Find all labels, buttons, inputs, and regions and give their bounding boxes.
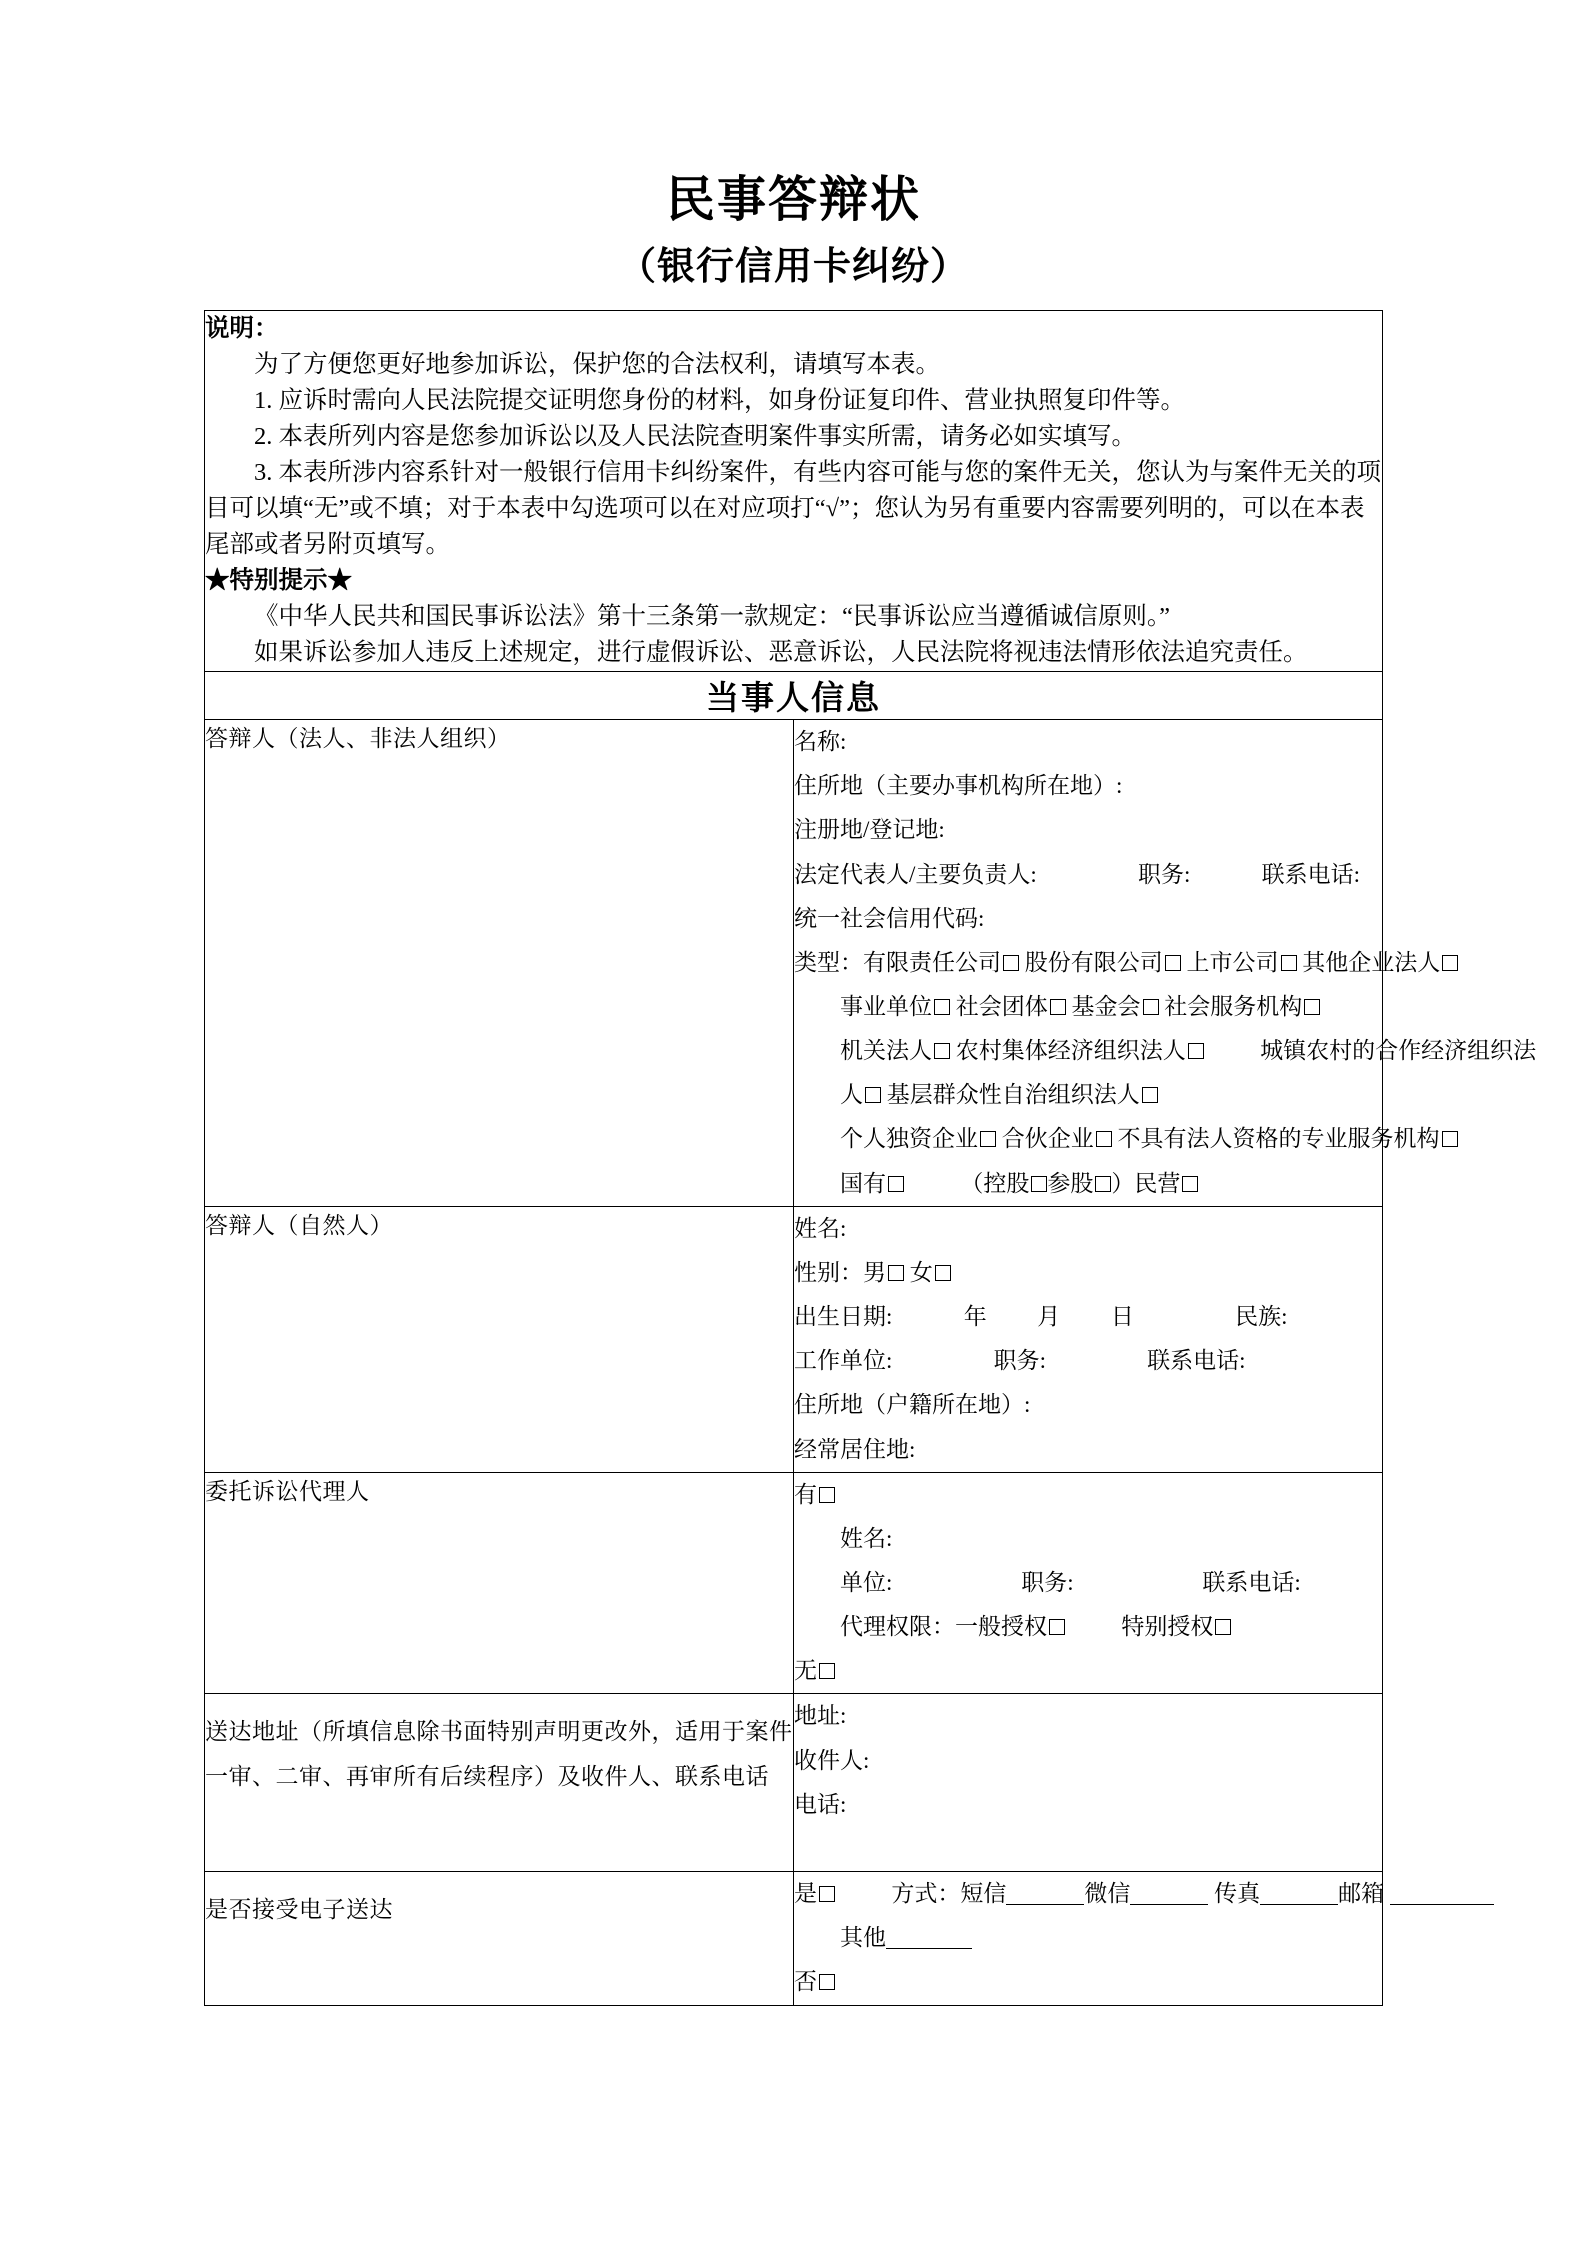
entity-type-option-llc: 有限责任公司	[863, 949, 1001, 975]
special-tip-line-2: 如果诉讼参加人违反上述规定，进行虚假诉讼、恶意诉讼，人民法院将视违法情形依法追究责任。	[254, 639, 1308, 667]
agent-has-line	[794, 1473, 1382, 1517]
field-legal-position: 职务:	[1137, 861, 1191, 887]
notes-item-2: 2. 本表所列内容是您参加诉讼以及人民法院查明案件事实所需，请务必如实填写。	[254, 423, 1136, 451]
checkbox-grassroots-autonomous[interactable]	[1142, 1087, 1158, 1103]
notes-item-1: 1. 应诉时需向人民法院提交证明您身份的材料，如身份证复印件、营业执照复印件等。	[254, 387, 1185, 415]
agent-authority-special-label: 特别授权	[1121, 1614, 1214, 1640]
notes-row	[205, 311, 1383, 672]
field-person-birth-line	[794, 1295, 1382, 1339]
notes-heading: 说明：	[205, 315, 279, 343]
checkbox-non-legal-professional[interactable]	[1442, 1131, 1458, 1147]
electronic-method-label: 方式：	[891, 1881, 961, 1907]
entity-type-option-urban-rural-coop-part2: 人	[840, 1082, 863, 1108]
fields-service-address	[794, 1694, 1383, 1872]
entity-ownership-holding: （控股	[960, 1170, 1030, 1196]
electronic-method-sms-label: 短信	[960, 1881, 1007, 1907]
checkbox-authority-general[interactable]	[1049, 1619, 1065, 1635]
entity-type-line-6	[794, 1162, 1382, 1206]
entity-type-option-non-legal-professional: 不具有法人资格的专业服务机构	[1117, 1126, 1440, 1152]
checkbox-electronic-no[interactable]	[819, 1974, 835, 1990]
field-person-position: 职务:	[993, 1348, 1046, 1374]
entity-type-label: 类型：	[794, 949, 863, 975]
checkbox-agent-none[interactable]	[819, 1663, 835, 1679]
label-agent: 委托诉讼代理人	[205, 1472, 794, 1694]
checkbox-agent-has[interactable]	[819, 1487, 835, 1503]
agent-authority-general-label: 一般授权	[955, 1614, 1047, 1640]
special-tip-line-1: 《中华人民共和国民事诉讼法》第十三条第一款规定：“民事诉讼应当遵循诚信原则。”	[254, 603, 1170, 631]
field-person-ethnicity: 民族:	[1235, 1304, 1288, 1330]
field-person-habitual-residence: 经常居住地:	[794, 1436, 916, 1462]
electronic-service-yes-line	[794, 1872, 1385, 1916]
field-person-domicile: 住所地（户籍所在地）:	[794, 1392, 1031, 1418]
field-legal-domicile: 住所地（主要办事机构所在地）:	[794, 773, 1123, 799]
electronic-service-no-line	[794, 1960, 1382, 2004]
input-fax[interactable]	[1260, 1904, 1338, 1905]
checkbox-jsc[interactable]	[1165, 955, 1181, 971]
checkbox-controlling-stake[interactable]	[1031, 1176, 1047, 1192]
fields-respondent-natural	[794, 1206, 1383, 1472]
unit-month: 月	[1037, 1304, 1061, 1330]
field-service-phone: 电话:	[794, 1791, 847, 1817]
fields-agent	[794, 1472, 1383, 1694]
page-subtitle: （银行信用卡纠纷）	[617, 246, 969, 289]
row-respondent-natural	[205, 1206, 1383, 1472]
entity-type-option-state-organ: 机关法人	[840, 1038, 932, 1064]
service-address-spacer	[794, 1827, 1382, 1871]
field-agent-name: 姓名:	[840, 1525, 893, 1551]
field-agent-phone: 联系电话:	[1202, 1570, 1301, 1595]
birth-date-label: 出生日期:	[794, 1304, 893, 1330]
input-sms[interactable]	[1006, 1904, 1084, 1905]
gender-female-label: 女	[909, 1259, 933, 1285]
entity-type-line-2	[794, 985, 1382, 1029]
unit-year: 年	[963, 1304, 987, 1330]
label-service-address: 送达地址（所填信息除书面特别声明更改外，适用于案件一审、二审、再审所有后续程序）及收件人、联系电话	[205, 1694, 794, 1872]
checkbox-electronic-yes[interactable]	[819, 1886, 835, 1902]
electronic-method-email-label: 邮箱	[1338, 1881, 1385, 1907]
checkbox-public-institution[interactable]	[934, 999, 950, 1015]
checkbox-foundation[interactable]	[1143, 999, 1159, 1015]
agent-authority-line	[794, 1605, 1382, 1649]
field-service-recipient: 收件人:	[794, 1747, 870, 1773]
agent-authority-label: 代理权限：	[840, 1614, 955, 1640]
field-legal-credit-code: 统一社会信用代码:	[794, 905, 985, 931]
input-email[interactable]	[1390, 1904, 1494, 1905]
fields-electronic-service	[794, 1872, 1383, 2005]
field-legal-registration: 注册地/登记地:	[794, 817, 945, 843]
entity-type-option-jsc: 股份有限公司	[1024, 949, 1163, 975]
row-agent	[205, 1472, 1383, 1694]
section-header-row	[205, 672, 1383, 720]
entity-type-option-foundation: 基金会	[1071, 993, 1141, 1019]
entity-type-option-social-service: 社会服务机构	[1164, 993, 1303, 1019]
entity-type-option-partnership: 合伙企业	[1001, 1126, 1094, 1152]
entity-ownership-state: 国有	[840, 1170, 886, 1196]
entity-type-line-5	[794, 1117, 1440, 1161]
agent-none-label: 无	[794, 1658, 817, 1684]
entity-type-option-sole-proprietorship: 个人独资企业	[840, 1126, 978, 1152]
field-legal-phone: 联系电话:	[1261, 861, 1361, 887]
row-service-address	[205, 1694, 1383, 1872]
section-header-party-info: 当事人信息	[205, 672, 1383, 720]
special-tip-heading: ★特别提示★	[205, 567, 352, 595]
agent-has-label: 有	[794, 1481, 817, 1507]
row-electronic-service	[205, 1872, 1383, 2005]
field-legal-name: 名称:	[794, 729, 847, 755]
fields-respondent-legal	[794, 720, 1537, 1207]
entity-type-option-grassroots-autonomous: 基层群众性自治组织法人	[886, 1082, 1140, 1108]
checkbox-minority-stake[interactable]	[1095, 1176, 1111, 1192]
entity-type-line-4	[794, 1073, 1382, 1117]
field-agent-position: 职务:	[1021, 1570, 1074, 1595]
entity-type-option-urban-rural-coop-part1: 城镇农村的合作经济组织法	[1260, 1038, 1537, 1064]
checkbox-private[interactable]	[1182, 1176, 1198, 1192]
entity-type-option-other-enterprise: 其他企业法人	[1302, 949, 1441, 975]
electronic-method-other-label: 其他	[840, 1925, 886, 1951]
field-person-work-line	[794, 1339, 1382, 1383]
notes-intro: 为了方便您更好地参加诉讼，保护您的合法权利，请填写本表。	[254, 351, 940, 379]
entity-ownership-share: 参股	[1047, 1170, 1094, 1196]
checkbox-listed[interactable]	[1281, 955, 1297, 971]
checkbox-rural-collective[interactable]	[1188, 1043, 1204, 1059]
field-service-address: 地址:	[794, 1703, 847, 1729]
field-agent-unit: 单位:	[840, 1570, 893, 1595]
field-person-name: 姓名:	[794, 1215, 847, 1241]
answer-form-table	[204, 310, 1537, 2006]
entity-type-line-1	[794, 941, 1441, 985]
notes-item-3: 3. 本表所涉内容系针对一般银行信用卡纠纷案件，有些内容可能与您的案件无关，您认为与案件无关的项目可以填“无”或不填；对于本表中勾选项可以在对应项打“√”；您认为另有重要内容需要列明的，可以在本表尾部或者另附页填写。	[205, 459, 1381, 559]
gender-male-label: 男	[863, 1259, 886, 1285]
notes-cell	[205, 311, 1383, 672]
page-title: 民事答辩状	[665, 172, 921, 227]
row-respondent-legal	[205, 720, 1383, 1207]
checkbox-sole-proprietorship[interactable]	[980, 1131, 996, 1147]
checkbox-state-owned[interactable]	[888, 1176, 904, 1192]
electronic-no-label: 否	[794, 1969, 817, 1995]
checkbox-llc[interactable]	[1003, 955, 1019, 971]
field-agent-unit-line	[794, 1561, 1382, 1605]
label-respondent-natural: 答辩人（自然人）	[205, 1206, 794, 1472]
entity-type-line-3	[794, 1029, 1537, 1073]
checkbox-gender-female[interactable]	[935, 1265, 951, 1281]
entity-type-option-rural-collective: 农村集体经济组织法人	[955, 1038, 1186, 1064]
agent-none-line	[794, 1649, 1382, 1693]
electronic-yes-label: 是	[794, 1881, 817, 1907]
checkbox-gender-male[interactable]	[888, 1265, 904, 1281]
field-person-phone: 联系电话:	[1147, 1348, 1246, 1374]
checkbox-partnership[interactable]	[1096, 1131, 1112, 1147]
checkbox-other-enterprise[interactable]	[1442, 955, 1458, 971]
checkbox-social-service[interactable]	[1304, 999, 1320, 1015]
gender-label: 性别：	[794, 1259, 863, 1285]
field-legal-rep: 法定代表人/主要负责人:	[794, 861, 1037, 887]
input-wechat[interactable]	[1130, 1904, 1208, 1905]
entity-ownership-private: ）民营	[1111, 1170, 1181, 1196]
field-person-gender	[794, 1251, 1382, 1295]
label-respondent-legal: 答辩人（法人、非法人组织）	[205, 720, 794, 1207]
electronic-method-fax-label: 传真	[1214, 1881, 1261, 1907]
unit-day: 日	[1110, 1304, 1134, 1330]
field-person-work-unit: 工作单位:	[794, 1348, 893, 1374]
entity-type-option-social-group: 社会团体	[955, 993, 1048, 1019]
checkbox-social-group[interactable]	[1050, 999, 1066, 1015]
entity-type-option-listed: 上市公司	[1186, 949, 1279, 975]
checkbox-authority-special[interactable]	[1215, 1619, 1231, 1635]
input-other[interactable]	[886, 1948, 972, 1949]
electronic-service-other-line	[794, 1916, 1382, 1960]
checkbox-state-organ[interactable]	[934, 1043, 950, 1059]
field-legal-rep-line	[794, 853, 1382, 897]
electronic-method-wechat-label: 微信	[1084, 1881, 1131, 1907]
checkbox-urban-rural-coop[interactable]	[865, 1087, 881, 1103]
entity-type-option-public-institution: 事业单位	[840, 993, 932, 1019]
label-electronic-service: 是否接受电子送达	[205, 1872, 794, 2005]
